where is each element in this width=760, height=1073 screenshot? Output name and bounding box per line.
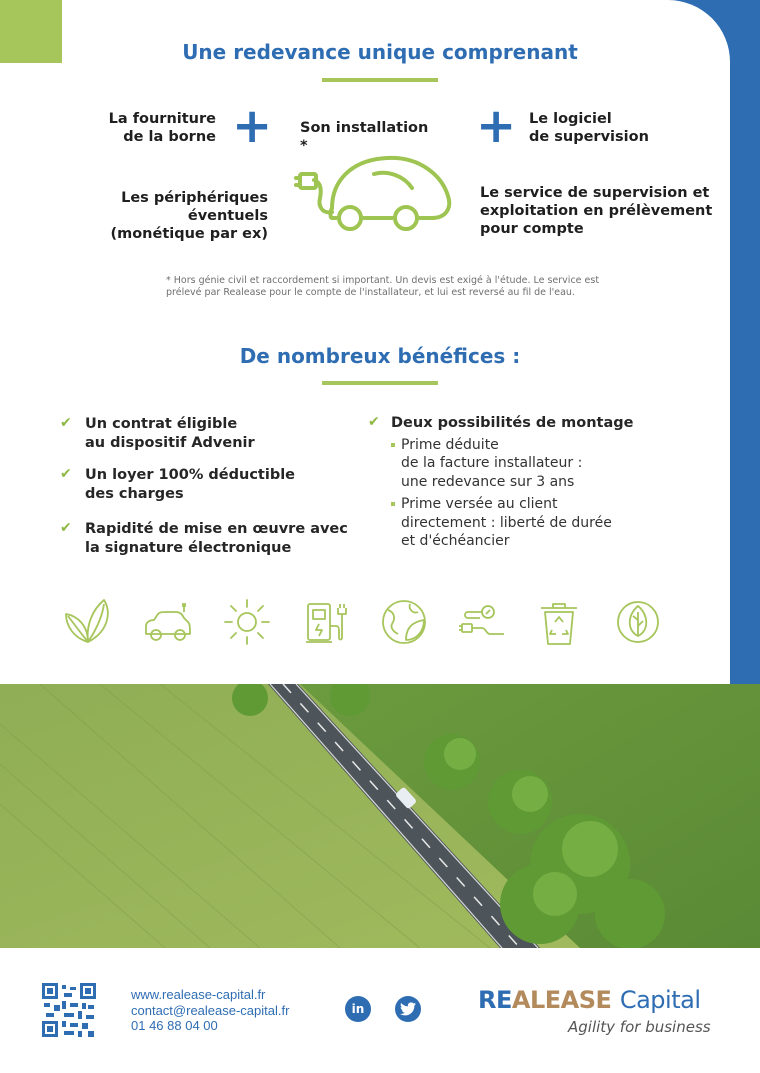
checkmark-icon: ✔ [60, 415, 72, 431]
realease-logo [478, 986, 701, 1014]
globe-leaf-icon [380, 598, 428, 646]
option-2-line2: directement : liberté de durée [401, 514, 612, 531]
checkmark-icon: ✔ [60, 520, 72, 536]
logo-re: RE [478, 986, 512, 1014]
email-link[interactable]: contact@realease-capital.fr [131, 1002, 290, 1018]
twitter-bird-icon [400, 1002, 416, 1016]
montage-option [401, 436, 708, 492]
benefit-2-line2: des charges [85, 485, 184, 502]
landscape-illustration [0, 684, 760, 948]
logo-alease: ALEASE [511, 986, 612, 1014]
leaves-icon [64, 598, 116, 646]
item-peripheriques [40, 189, 268, 243]
benefit-item [60, 466, 360, 503]
title-underline [322, 381, 438, 385]
linkedin-icon[interactable] [345, 996, 371, 1022]
plus-icon: + [232, 98, 273, 154]
item-service-line1: Le service de supervision et [480, 185, 710, 201]
bullet-icon [391, 502, 395, 506]
item-fourniture [60, 110, 216, 146]
item-logiciel-line2: de supervision [529, 129, 649, 145]
item-fourniture-line2: de la borne [123, 129, 216, 145]
option-1-line1: Prime déduite [401, 436, 499, 453]
plug-cable-icon [458, 604, 506, 640]
checkmark-icon: ✔ [368, 414, 380, 430]
item-logiciel [529, 110, 689, 146]
section-title-redevance: Une redevance unique comprenant [182, 40, 578, 64]
option-1-line3: une redevance sur 3 ans [401, 473, 575, 490]
ev-car-icon [142, 600, 194, 644]
plus-icon: + [476, 98, 517, 154]
electric-car-plug-icon [292, 152, 457, 234]
charging-station-icon [304, 598, 350, 646]
benefit-3-line2: la signature électronique [85, 539, 292, 556]
phone-number: 01 46 88 04 00 [131, 1018, 218, 1033]
item-service-line2: exploitation en prélèvement [480, 203, 713, 219]
benefit-2-line1: Un loyer 100% déductible [85, 467, 296, 483]
benefit-item [60, 520, 360, 557]
item-fourniture-line1: La fourniture [108, 111, 216, 127]
qr-code[interactable] [42, 983, 96, 1037]
contact-block [131, 987, 289, 1034]
leaf-circle-icon [616, 600, 660, 644]
footnote-line2: prélevé par Realease pour le compte de l'installateur, et lui est reversé au fil de l'eau. [166, 287, 575, 298]
item-peripheriques-line1: Les périphériques éventuels [121, 190, 268, 224]
option-2-line1: Prime versée au client [401, 496, 558, 512]
benefit-3-line1: Rapidité de mise en œuvre avec [85, 521, 348, 537]
item-service-line3: pour compte [480, 221, 584, 237]
tagline: Agility for business [568, 1018, 711, 1036]
section-title-benefices: De nombreux bénéfices : [239, 344, 521, 368]
website-link[interactable]: www.realease-capital.fr [131, 987, 266, 1002]
montage-option [401, 495, 708, 551]
sun-icon [223, 598, 271, 646]
benefit-1-line1: Un contrat éligible [85, 416, 238, 432]
twitter-icon[interactable] [395, 996, 421, 1022]
bullet-icon [391, 443, 395, 447]
footnote [166, 275, 636, 299]
footnote-line1: * Hors génie civil et raccordement si important. Un devis est exigé à l'étude. Le service est [166, 275, 600, 286]
recycle-bin-icon [538, 600, 580, 646]
item-peripheriques-line2: (monétique par ex) [110, 226, 268, 242]
benefit-1-line2: au dispositif Advenir [85, 434, 255, 451]
title-underline [322, 78, 438, 82]
checkmark-icon: ✔ [60, 466, 72, 482]
logo-capital: Capital [619, 986, 701, 1014]
montage-block [368, 414, 708, 551]
linkedin-label: in [351, 1002, 365, 1016]
montage-title: Deux possibilités de montage [391, 415, 634, 431]
aerial-road-photo [0, 684, 760, 948]
benefit-item [60, 415, 360, 452]
item-installation: Son installation * [300, 120, 429, 154]
option-1-line2: de la facture installateur : [401, 455, 583, 471]
item-logiciel-line1: Le logiciel [529, 111, 612, 127]
option-2-line3: et d'échéancier [401, 533, 510, 549]
item-service [480, 184, 720, 238]
